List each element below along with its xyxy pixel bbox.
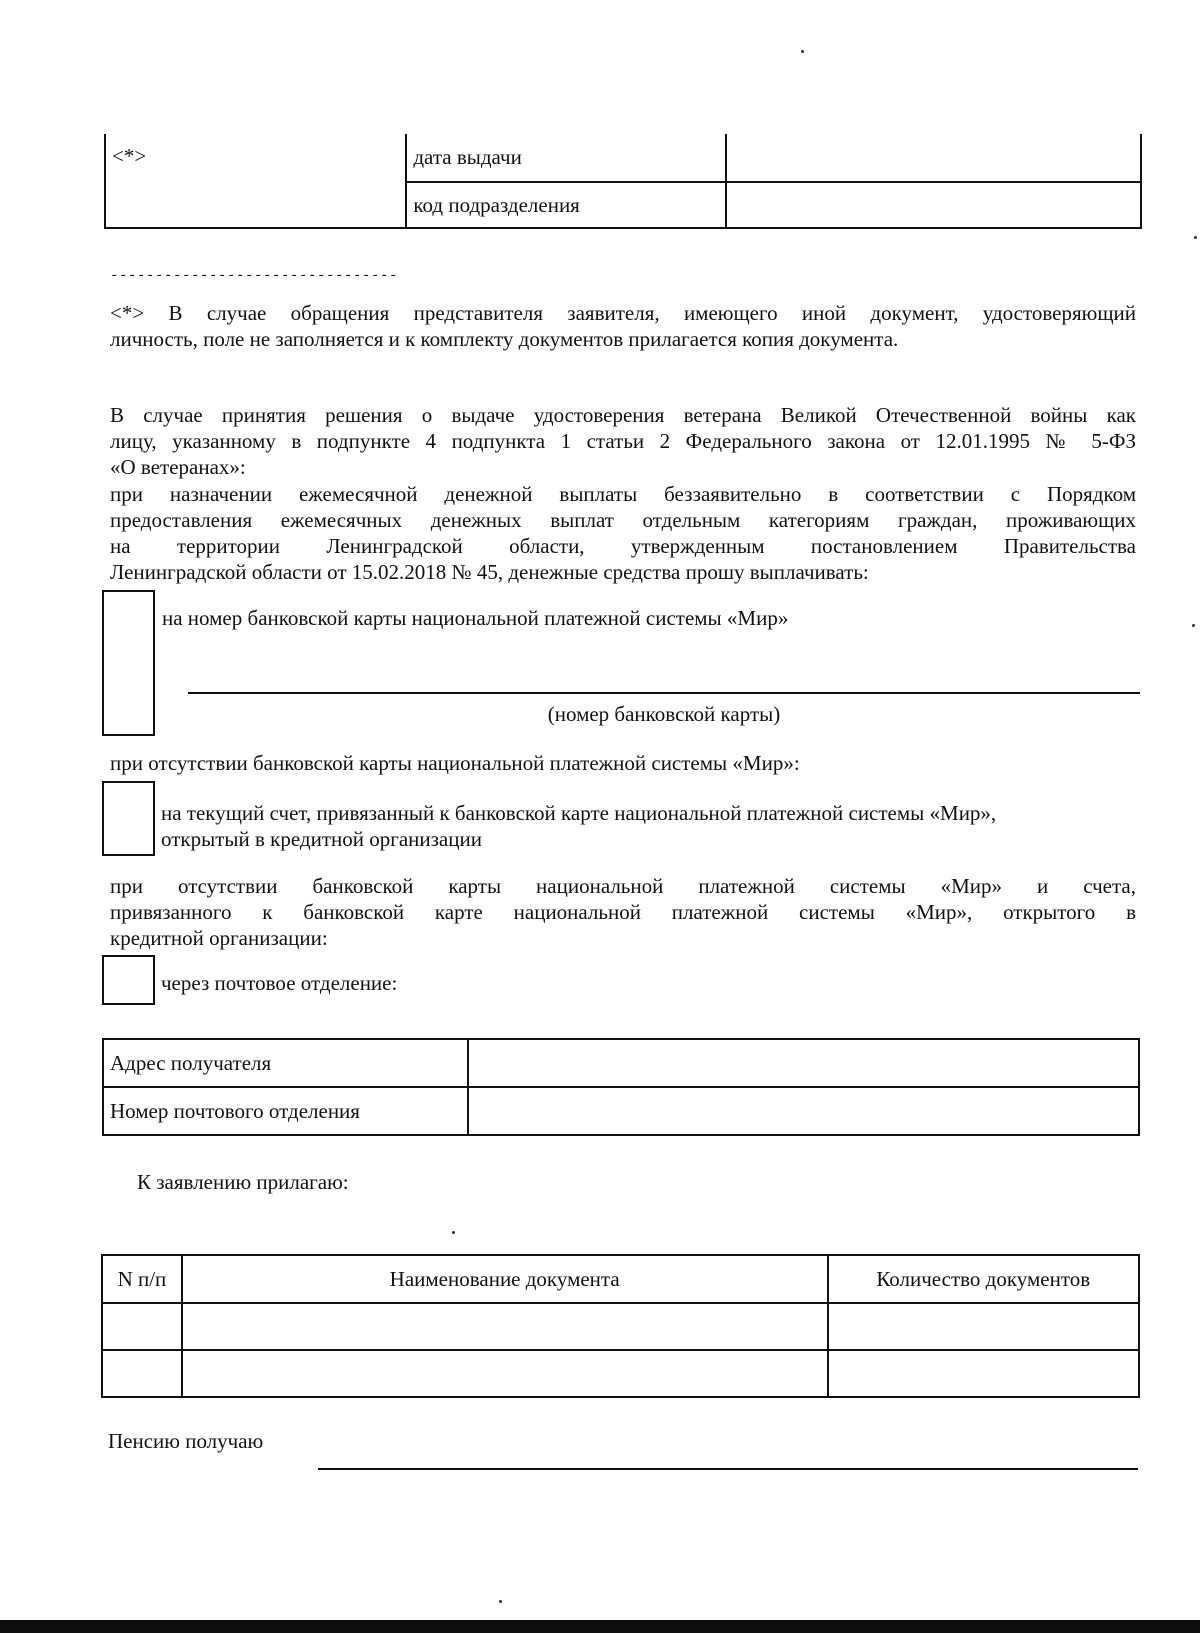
intro-paragraph — [110, 402, 1136, 480]
attachments-table — [101, 1254, 1140, 1398]
scan-speck — [1192, 624, 1195, 627]
intro-line: лицу, указанному в подпункте 4 подпункта 1 статьи 2 Федерального закона от 12.01.1995 № 5-ФЗ — [110, 429, 1136, 453]
no-card-text: при отсутствии банковской карты национальной платежной системы «Мир»: — [110, 751, 800, 775]
scan-speck — [801, 50, 804, 53]
footnote-separator: -------------------------------- — [110, 268, 399, 284]
no-account-line: привязанного к банковской карте национальной платежной системы «Мир», открытого в — [110, 900, 1136, 924]
document-count-cell[interactable] — [828, 1303, 1140, 1350]
bank-card-option-label: на номер банковской карты национальной платежной системы «Мир» — [162, 606, 789, 630]
scan-speck — [1194, 236, 1197, 239]
no-account-line: при отсутствии банковской карты национальной платежной системы «Мир» и счета, — [110, 874, 1136, 898]
payment-line: при назначении ежемесячной денежной выплаты беззаявительно в соответствии с Порядком — [110, 482, 1136, 506]
pension-field[interactable] — [318, 1444, 1138, 1470]
post-table — [102, 1038, 1140, 1136]
table-row — [102, 1303, 1139, 1350]
intro-line: «О ветеранах»: — [110, 455, 246, 479]
issue-date-label: дата выдачи — [406, 134, 726, 182]
recipient-address-field[interactable] — [468, 1039, 1139, 1087]
footnote-marker: <*> — [112, 144, 147, 168]
footnote-line: <*> В случае обращения представителя заявителя, имеющего иной документ, удостоверяющий — [110, 301, 1136, 325]
footnote-line: личность, поле не заполняется и к комплекту документов прилагается копия документа. — [110, 327, 899, 351]
no-account-line: кредитной организации: — [110, 926, 328, 950]
no-card-no-account-paragraph — [110, 873, 1136, 951]
bank-card-checkbox[interactable] — [102, 590, 155, 736]
post-office-option-label: через почтовое отделение: — [161, 971, 398, 995]
card-number-field[interactable] — [188, 668, 1140, 694]
footnote-text — [110, 300, 1136, 352]
division-code-field[interactable] — [726, 182, 1141, 228]
column-header-number: N п/п — [102, 1255, 182, 1303]
post-office-number-field[interactable] — [468, 1087, 1139, 1135]
account-option-label — [161, 800, 996, 852]
scan-edge-band — [0, 1620, 1200, 1633]
document-name-cell[interactable] — [182, 1350, 828, 1397]
account-option-line: на текущий счет, привязанный к банковской карте национальной платежной системы «Мир», — [161, 801, 997, 825]
payment-line: на территории Ленинградской области, утвержденным постановлением Правительства — [110, 534, 1136, 558]
pension-label: Пенсию получаю — [108, 1429, 264, 1453]
account-option-line: открытый в кредитной организации — [161, 827, 482, 851]
column-header-document-name: Наименование документа — [182, 1255, 828, 1303]
document-count-cell[interactable] — [828, 1350, 1140, 1397]
payment-line: Ленинградской области от 15.02.2018 № 45, денежные средства прошу выплачивать: — [110, 560, 869, 584]
issue-date-field[interactable] — [726, 134, 1141, 182]
scan-speck — [452, 1231, 455, 1234]
post-office-number-label: Номер почтового отделения — [103, 1087, 468, 1135]
division-code-label: код подразделения — [406, 182, 726, 228]
payment-paragraph — [110, 481, 1136, 585]
row-number-cell[interactable] — [102, 1350, 182, 1397]
identity-document-table — [104, 134, 1142, 229]
document-name-cell[interactable] — [182, 1303, 828, 1350]
card-number-caption: (номер банковской карты) — [547, 702, 781, 726]
intro-line: В случае принятия решения о выдаче удостоверения ветерана Великой Отечественной войны как — [110, 403, 1136, 427]
marker-cell — [105, 134, 406, 228]
row-number-cell[interactable] — [102, 1303, 182, 1350]
account-checkbox[interactable] — [102, 781, 155, 856]
scan-speck — [499, 1600, 502, 1603]
attachments-heading: К заявлению прилагаю: — [137, 1170, 349, 1194]
recipient-address-label: Адрес получателя — [103, 1039, 468, 1087]
post-office-checkbox[interactable] — [102, 955, 155, 1005]
table-row — [102, 1350, 1139, 1397]
column-header-document-count: Количество документов — [828, 1255, 1140, 1303]
payment-line: предоставления ежемесячных денежных выплат отдельным категориям граждан, проживающих — [110, 508, 1136, 532]
